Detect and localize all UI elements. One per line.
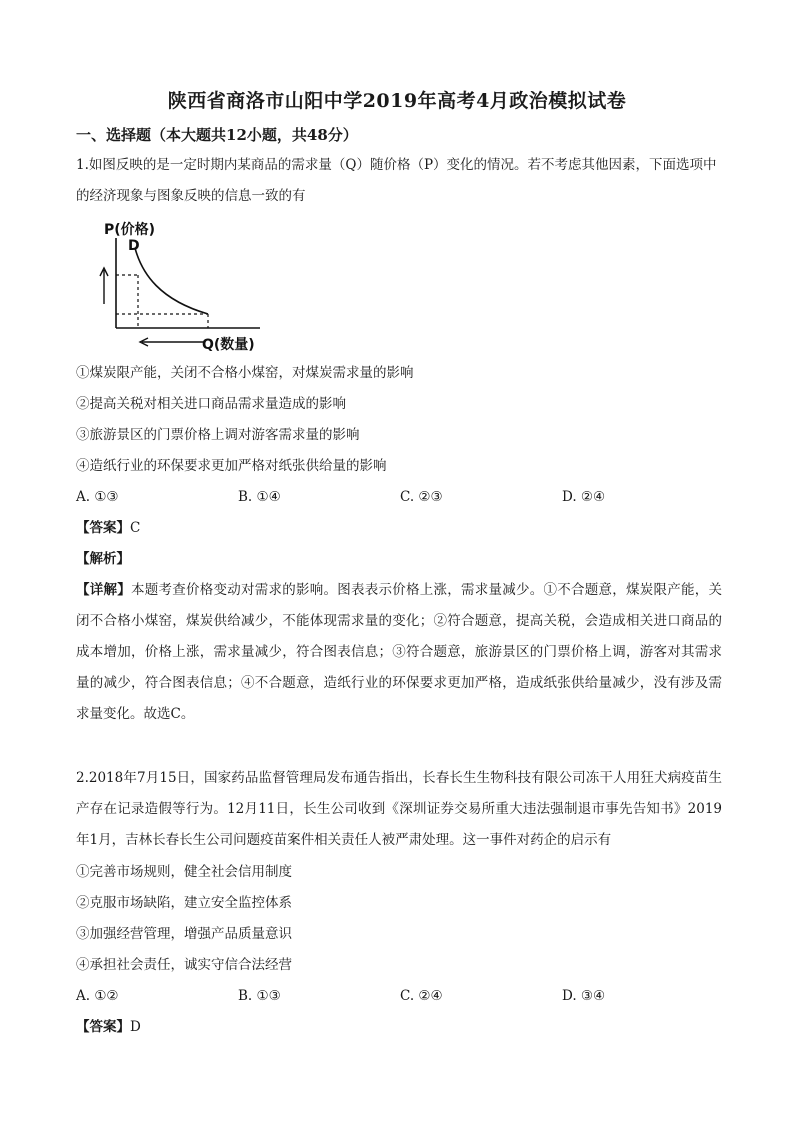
q2-option-c: C. ②④ bbox=[400, 988, 443, 1004]
q1-analysis-label: 【解析】 bbox=[76, 551, 130, 567]
demand-curve-graph bbox=[90, 218, 290, 356]
q2-option-b: B. ①③ bbox=[238, 988, 281, 1004]
q1-answer-value: C bbox=[130, 520, 141, 536]
q2-item-2: ②克服市场缺陷，建立安全监控体系 bbox=[76, 895, 292, 911]
section-heading: 一、选择题（本大题共12小题，共48分） bbox=[76, 126, 358, 144]
q1-item-3: ③旅游景区的门票价格上调对游客需求量的影响 bbox=[76, 427, 360, 443]
q1-answer bbox=[76, 518, 140, 538]
q1-answer-label: 【答案】 bbox=[76, 520, 130, 536]
q2-stem: 2.2018年7月15日，国家药品监督管理局发布通告指出，长春长生生物科技有限公司冻干人用狂犬病疫苗生产存在记录造假等行为。12月11日，长生公司收到《深圳证券交易所重大违法强制退市事先告知书》2019年1月，吉林长春长生公司问题疫苗案件相关责任人被严肃处理。这一事件对药企的启示有 bbox=[76, 770, 722, 848]
q1-item-2: ②提高关税对相关进口商品需求量造成的影响 bbox=[76, 396, 346, 412]
page-title: 陕西省商洛市山阳中学2019年高考4月政治模拟试卷 bbox=[167, 90, 627, 112]
demand-curve bbox=[135, 248, 208, 314]
q2-item-3: ③加强经营管理，增强产品质量意识 bbox=[76, 926, 292, 942]
q2-option-a: A. ①② bbox=[76, 988, 119, 1004]
q1-item-1: ①煤炭限产能，关闭不合格小煤窑，对煤炭需求量的影响 bbox=[76, 365, 414, 381]
q1-detail-label: 【详解】 bbox=[76, 582, 131, 598]
graph-p-label: P(价格) bbox=[104, 222, 156, 238]
q1-option-b: B. ①④ bbox=[238, 489, 281, 505]
q2-answer bbox=[76, 1017, 141, 1037]
q1-stem-line2: 的经济现象与图象反映的信息一致的有 bbox=[76, 188, 306, 204]
q1-option-d: D. ②④ bbox=[562, 489, 606, 505]
q2-answer-label: 【答案】 bbox=[76, 1019, 130, 1035]
q1-detail bbox=[76, 575, 722, 730]
q1-stem-line1: 1.如图反映的是一定时期内某商品的需求量（Q）随价格（P）变化的情况。若不考虑其他因素，下面选项中 bbox=[76, 157, 717, 173]
graph-d-label: D bbox=[128, 238, 140, 254]
q1-option-c: C. ②③ bbox=[400, 489, 443, 505]
q1-detail-text: 本题考查价格变动对需求的影响。图表表示价格上涨，需求量减少。①不合题意，煤炭限产能，关闭不合格小煤窑，煤炭供给减少，不能体现需求量的变化；②符合题意，提高关税，会造成相关进口商品的成本增加，价格上涨，需求量减少，符合图表信息；③符合题意，旅游景区的门票价格上调，游客对其需求量的减少，符合图表信息；④不合题意，造纸行业的环保要求更加严格，造成纸张供给量减少，没有涉及需求量变化。故选C。 bbox=[76, 582, 722, 722]
q2-answer-value: D bbox=[130, 1019, 141, 1035]
q2-item-1: ①完善市场规则，健全社会信用制度 bbox=[76, 864, 292, 880]
q2-option-d: D. ③④ bbox=[562, 988, 606, 1004]
graph-q-label: Q(数量) bbox=[202, 337, 255, 353]
q1-item-4: ④造纸行业的环保要求更加严格对纸张供给量的影响 bbox=[76, 458, 387, 474]
q2-item-4: ④承担社会责任，诚实守信合法经营 bbox=[76, 957, 292, 973]
q1-option-a: A. ①③ bbox=[76, 489, 119, 505]
